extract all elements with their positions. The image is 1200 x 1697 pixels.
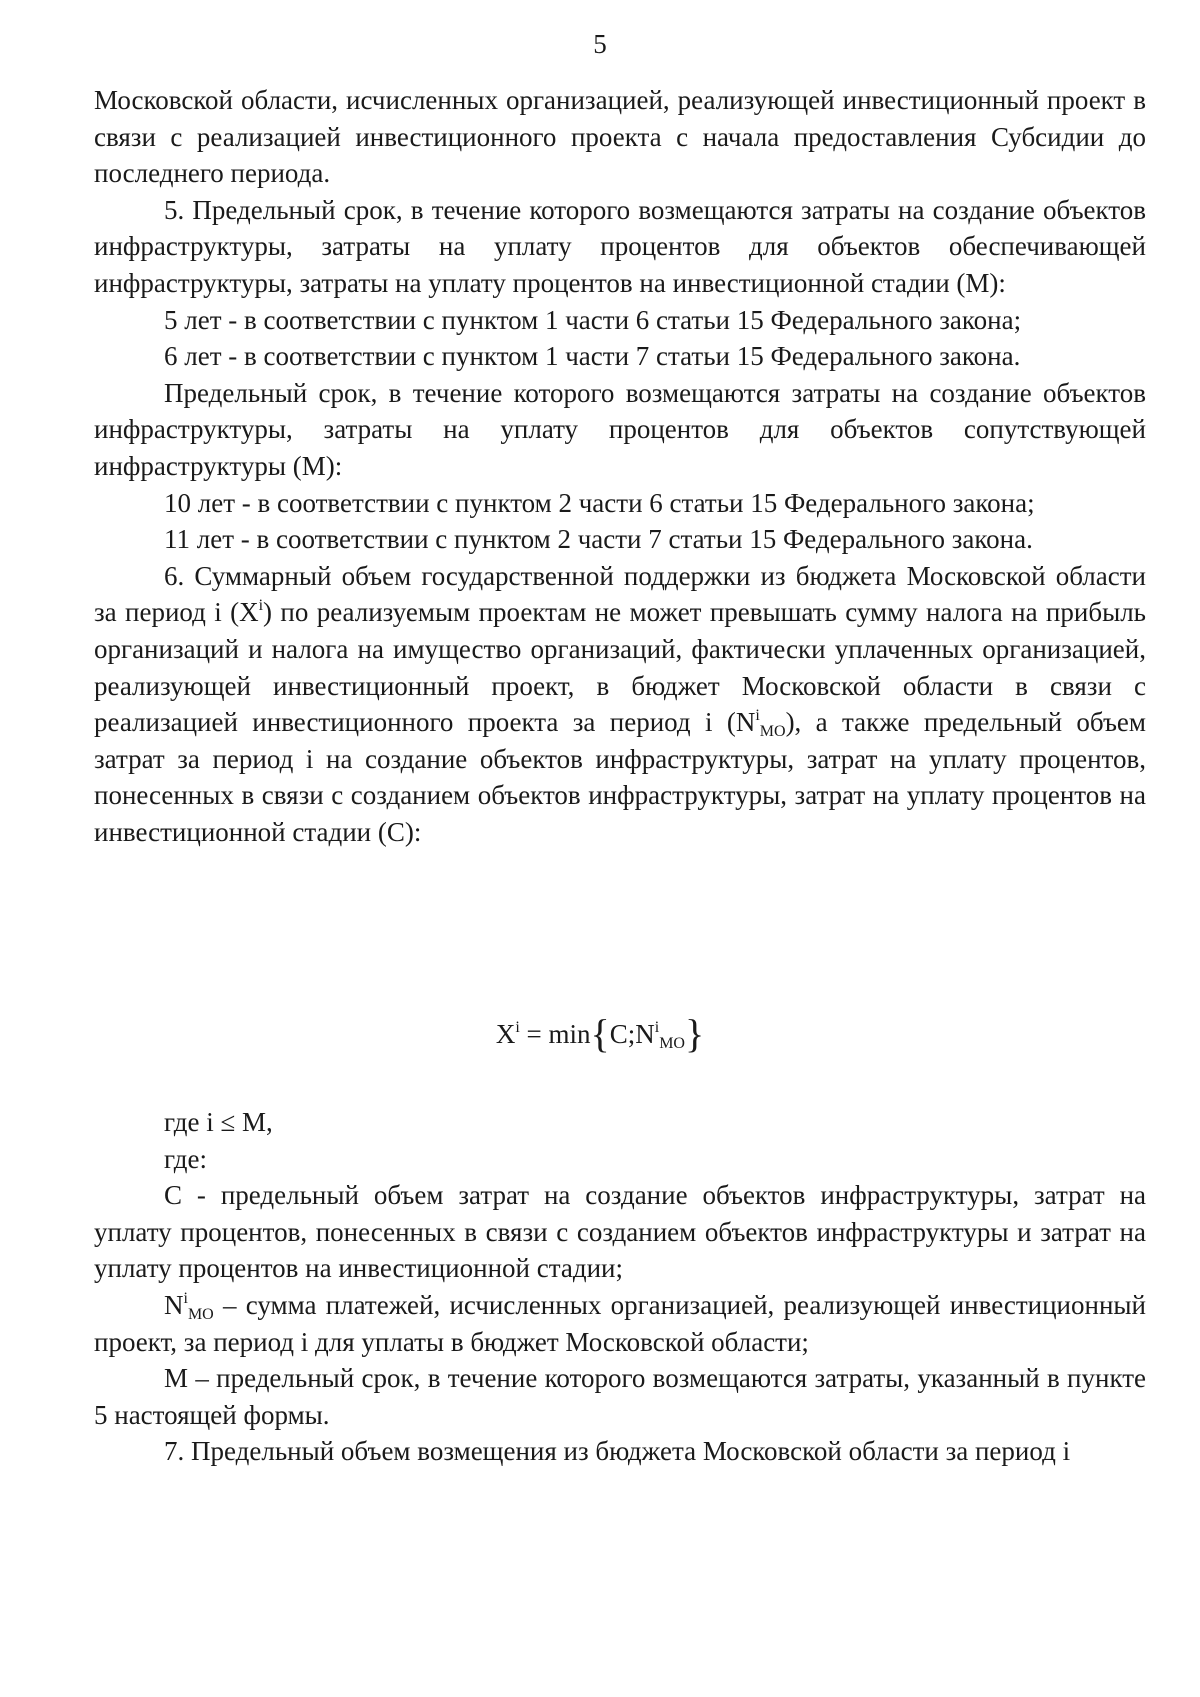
paragraph-term-10-years: 10 лет - в соответствии с пунктом 2 части 6 статьи 15 Федерального закона;: [164, 487, 1035, 518]
formula-lhs-superscript: i: [515, 1019, 520, 1036]
formula-arg-subscript: МО: [659, 1035, 685, 1052]
formula-lhs: X: [495, 1019, 516, 1049]
definitions-section: [94, 1104, 1146, 1470]
formula-arg-superscript: i: [654, 1019, 660, 1036]
formula-arg: C;N: [609, 1019, 655, 1049]
page-number: 5: [593, 29, 607, 59]
definition-n: [94, 1287, 1146, 1360]
item-6-part-a: 6. Суммарный объем государственной поддержки из бюджета Московской области за период i (X: [94, 560, 1146, 628]
definition-n-symbol: N: [164, 1289, 184, 1320]
definition-n-superscript: i: [183, 1289, 188, 1307]
item-6-subscript-mo: МО: [759, 723, 786, 741]
paragraph-term-accompanying: Предельный срок, в течение которого возмещаются затраты на создание объектов инфраструктуры, затраты на уплату процентов для объектов сопутствующей инфраструктуры (М):: [94, 377, 1146, 481]
formula-open-brace: {: [590, 1011, 610, 1056]
formula-close-brace: }: [684, 1011, 705, 1056]
paragraph-term-6-years: 6 лет - в соответствии с пунктом 1 части 7 статьи 15 Федерального закона.: [164, 341, 1021, 372]
item-6-part-b: ) по реализуемым проектам не может превышать сумму налога на прибыль организаций и налога на имущество организаций, фактически уплаченных организацией, реализующей инвестиционный проект, в бюджет Московской области в связи с реализацией инвестиционного проекта за период i (N: [94, 597, 1146, 738]
paragraph-term-11-years: 11 лет - в соответствии с пунктом 2 части 7 статьи 15 Федерального закона.: [164, 524, 1033, 555]
paragraph-item-7: 7. Предельный объем возмещения из бюджета Московской области за период i: [164, 1436, 1071, 1467]
definition-c: С - предельный объем затрат на создание объектов инфраструктуры, затрат на уплату процентов, понесенных в связи с созданием объектов инфраструктуры и затрат на уплату процентов на инвестиционной стадии;: [94, 1180, 1146, 1284]
paragraph-item-5: 5. Предельный срок, в течение которого возмещаются затраты на создание объектов инфраструктуры, затраты на уплату процентов для объектов обеспечивающей инфраструктуры, затраты на уплату процентов на инвестиционной стадии (М):: [94, 194, 1146, 298]
paragraph-continuation: Московской области, исчисленных организацией, реализующей инвестиционный проект в связи с реализацией инвестиционного проекта с начала предоставления Субсидии до последнего периода.: [94, 85, 1146, 189]
paragraph-item-6: [94, 558, 1146, 851]
where-condition: где i ≤ М,: [164, 1107, 273, 1137]
where-label: где:: [164, 1143, 207, 1174]
definition-n-subscript: МО: [187, 1305, 214, 1323]
item-6-part-c: ), а также предельный объем затрат за период i на создание объектов инфраструктуры, затрат на уплату процентов, понесенных в связи с созданием объектов инфраструктуры, затрат на уплату процентов на инвестиционной стадии (С):: [94, 707, 1146, 847]
formula-x-min: [0, 1011, 1200, 1056]
paragraph-term-5-years: 5 лет - в соответствии с пунктом 1 части 6 статьи 15 Федерального закона;: [164, 304, 1022, 335]
definition-m: М – предельный срок, в течение которого возмещаются затраты, указанный в пункте 5 настоящей формы.: [94, 1363, 1146, 1430]
item-6-superscript-i: i: [258, 597, 264, 615]
item-6-superscript-i-2: i: [755, 707, 760, 725]
definition-n-text: – сумма платежей, исчисленных организацией, реализующей инвестиционный проект, за период i для уплаты в бюджет Московской области;: [94, 1289, 1146, 1357]
document-body: [94, 82, 1146, 850]
formula-equals-min: = min: [519, 1019, 591, 1049]
